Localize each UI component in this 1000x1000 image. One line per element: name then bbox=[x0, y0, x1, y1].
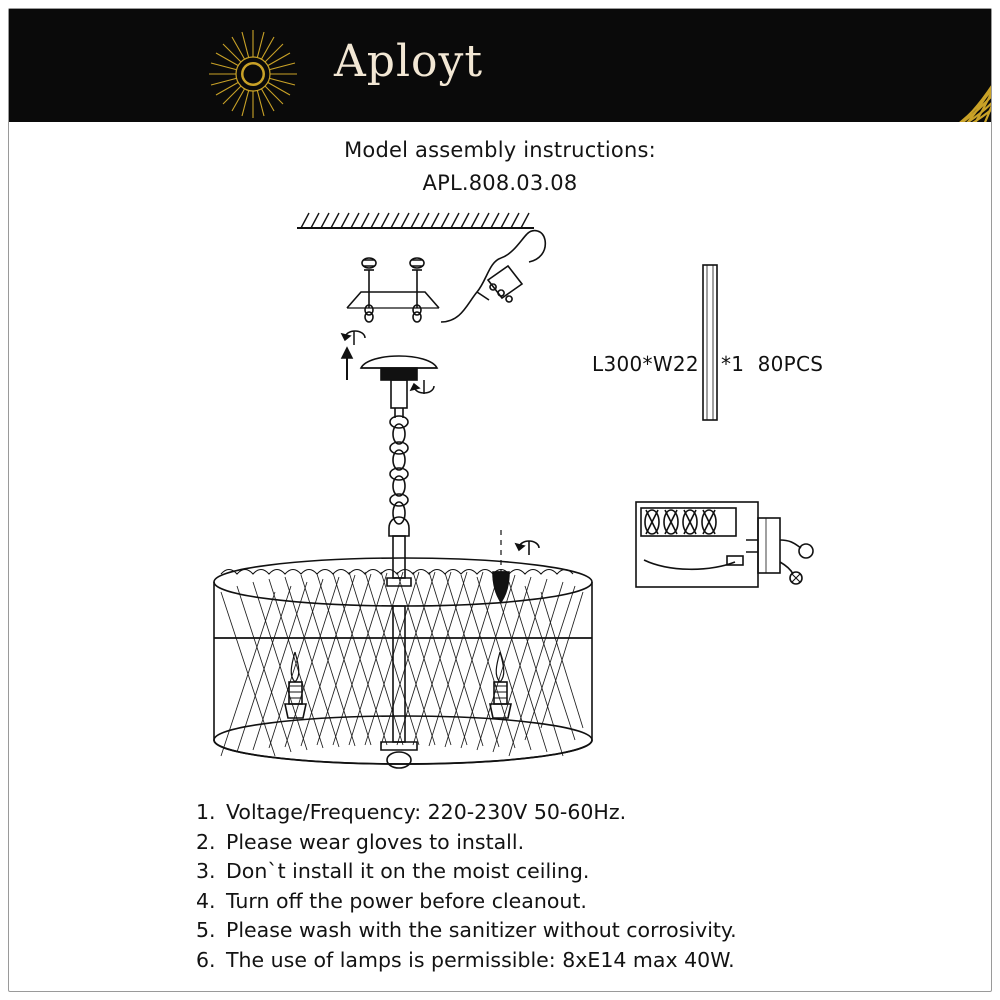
list-item bbox=[196, 946, 966, 976]
model-code: APL.808.03.08 bbox=[422, 171, 578, 195]
list-item-number: 6. bbox=[196, 947, 216, 972]
part-pieces: 80PCS bbox=[757, 352, 824, 376]
list-item-text: Turn off the power before cleanout. bbox=[226, 888, 587, 913]
ceiling-hatching bbox=[297, 213, 534, 228]
list-item-text: The use of lamps is permissible: 8xE14 max 40W. bbox=[226, 947, 735, 972]
list-item bbox=[196, 798, 966, 828]
title-block bbox=[0, 138, 1000, 195]
mounting-screws bbox=[362, 258, 424, 322]
part-quantity: *1 bbox=[720, 352, 745, 376]
list-item bbox=[196, 828, 966, 858]
wiring-terminal-block bbox=[636, 502, 813, 587]
assembly-diagram bbox=[9, 200, 991, 790]
cable-connector bbox=[477, 266, 522, 302]
assembly-diagram-svg bbox=[9, 200, 991, 790]
list-item bbox=[196, 916, 966, 946]
list-item-text: Don`t install it on the moist ceiling. bbox=[226, 859, 590, 883]
suspension-chain bbox=[390, 416, 408, 524]
list-item bbox=[196, 857, 966, 887]
instructions-list bbox=[196, 798, 966, 975]
list-item-text: Please wear gloves to install. bbox=[226, 829, 525, 854]
header-banner bbox=[9, 9, 991, 122]
decorative-rod-part bbox=[703, 265, 717, 420]
brand-wordmark: Aployt bbox=[334, 36, 484, 87]
mounting-bracket bbox=[347, 292, 439, 308]
list-item-text: Please wash with the sanitizer without corrosivity. bbox=[226, 918, 737, 942]
part-dimensions: L300*W22 bbox=[592, 352, 699, 376]
top-fixture bbox=[387, 517, 411, 586]
ceiling-canopy bbox=[361, 356, 437, 380]
bulb-install-indicator bbox=[493, 530, 539, 602]
fan-decoration-icon bbox=[601, 9, 991, 122]
list-item-number: 1. bbox=[196, 800, 216, 824]
list-item-number: 4. bbox=[196, 888, 216, 913]
candle-bulb-right bbox=[490, 652, 511, 718]
list-item-number: 2. bbox=[196, 829, 216, 854]
list-item-number: 3. bbox=[196, 859, 216, 883]
lamp-shade bbox=[214, 558, 592, 764]
suspension-rod bbox=[391, 380, 407, 418]
up-arrow-icon bbox=[342, 348, 352, 380]
sunburst-logo-icon bbox=[194, 27, 312, 121]
part-spec-label bbox=[592, 352, 823, 376]
instructions-title: Model assembly instructions: bbox=[344, 138, 656, 162]
list-item-number: 5. bbox=[196, 918, 216, 942]
list-item-text: Voltage/Frequency: 220-230V 50-60Hz. bbox=[226, 800, 627, 824]
list-item bbox=[196, 887, 966, 917]
